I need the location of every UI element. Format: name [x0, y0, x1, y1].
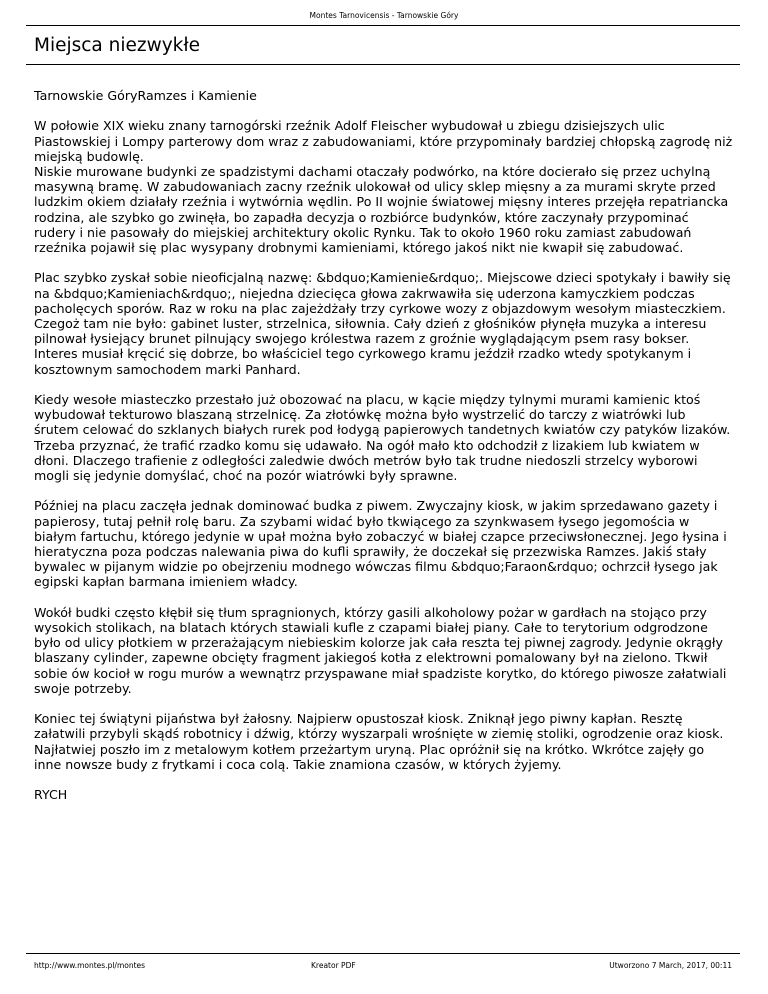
- article-body: [34, 88, 734, 818]
- article-signature: RYCH: [34, 787, 68, 803]
- footer-created-date: Utworzono 7 March, 2017, 00:11: [609, 961, 732, 970]
- article-paragraph: Wokół budki często kłębił się tłum spragnionych, którzy gasili alkoholowy pożar w gardłach na stojąco przy wysokich stolikach, na blatach których stawiali kufle z czapami białej piany. Całe to terytorium odgrodzone było od ulicy płotkiem w przerażającym niebieskim kolorze jak cała reszta tej piwnej zagrody. Jedynie okrągły blaszany cylinder, zapewne obcięty fragment jakiegoś kotła z elektrowni pomalowany był na zielono. Tkwił sobie ów kocioł w rogu murów a wewnątrz przyspawane miał spadziste korytko, do którego piwosze załatwiali swoje potrzeby.: [34, 604, 727, 696]
- article-paragraph: Plac szybko zyskał sobie nieoficjalną nazwę: &bdquo;Kamienie&rdquo;. Miejscowe dzieci spotykały i bawiły się na &bdquo;Kamieniach&rdquo;, niejedna dziecięca głowa zakrwawiła się uderzona kamyczkiem podczas pacholęcych sporów. Raz w roku na plac zajeżdżały trzy cyrkowe wozy z objazdowym wesołym miasteczkiem. Czegoż tam nie było: gabinet luster, strzelnica, siłownia. Cały dzień z głośników płynęła muzyka a interesu pilnował łysiejący brunet pilnujący swojego królestwa razem z groźnie wyglądającym psem rasy bokser. Interes musiał kręcić się dobrze, bo właściciel tego cyrkowego kramu jeździł rzadko wtedy spotykanym i kosztownym samochodem marki Panhard.: [34, 270, 731, 377]
- article-paragraph: Niskie murowane budynki ze spadzistymi dachami otaczały podwórko, na które docierało się przez uchylną masywną bramę. W zabudowaniach zacny rzeźnik ulokował od ulicy sklep mięsny a za murami skryte przed ludzkim okiem działały rzeźnia i wytwórnia wędlin. Po II wojnie światowej mięsny interes przejęła repatriancka rodzina, ale szybko go zwinęła, bo zapadła decyzja o rozbiórce budynków, które zaczynały przypominać rudery i nie pasowały do miejskiej architektury okolic Rynku. Tak to około 1960 roku zamiast zabudowań rzeźnika pojawił się plac wysypany drobnymi kamieniami, którego jakoś nikt nie kwapił się zabudować.: [34, 164, 729, 256]
- title-divider-top: [26, 25, 740, 26]
- footer-divider: [26, 953, 740, 954]
- article-paragraph: Kiedy wesołe miasteczko przestało już obozować na placu, w kącie między tylnymi murami kamienic ktoś wybudował tekturowo blaszaną strzelnicę. Za złotówkę można było wystrzelić do tarczy z wiatrówki lub śrutem celować do szklanych białych rurek pod łodygą papierowych tandetnych kwiatów czy patyków lizaków. Trzeba przyznać, że trafić rzadko komu się udawało. Na ogół mało kto odchodził z lizakiem lub kwiatem w dłoni. Dlaczego trafienie z odległości zaledwie dwóch metrów było tak trudne niedoszli strzelcy wyborowi mogli się jedynie domyślać, choć na pozór wiatrówki były sprawne.: [34, 392, 731, 484]
- title-divider-bottom: [26, 64, 740, 65]
- footer-url: http://www.montes.pl/montes: [34, 961, 146, 970]
- footer-generator: Kreator PDF: [311, 961, 356, 970]
- article-paragraph: Później na placu zaczęła jednak dominować budka z piwem. Zwyczajny kiosk, w jakim sprzedawano gazety i papierosy, tutaj pełnił rolę baru. Za szybami widać było tkwiącego za szynkwasem łysego jegomościa w białym fartuchu, którego jedynie w upał można było zobaczyć w białej czapce przeciwsłonecznej. Jego łysina i hieratyczna poza podczas nalewania piwa do kufli sprawiły, że doczekał się przezwiska Ramzes. Jakiś stały bywalec w pijanym widzie po obejrzeniu modnego wówczas filmu &bdquo;Faraon&rdquo; ochrzcił łysego jak egipski kapłan barmana imieniem władcy.: [34, 498, 727, 590]
- article-subtitle: Tarnowskie GóryRamzes i Kamienie: [34, 88, 257, 103]
- article-paragraph: W połowie XIX wieku znany tarnogórski rzeźnik Adolf Fleischer wybudował u zbiegu dzisiejszych ulic Piastowskiej i Lompy parterowy dom wraz z zabudowaniami, które przypominały bardziej chłopską zagrodę niż miejską budowlę.: [34, 118, 733, 164]
- header-site-title: Montes Tarnovicensis - Tarnowskie Góry: [309, 11, 459, 20]
- article-paragraph: Koniec tej świątyni pijaństwa był żałosny. Najpierw opustoszał kiosk. Zniknął jego piwny kapłan. Resztę załatwili przybyli skądś robotnicy i dźwig, którzy wyszarpali wrośnięte w ziemię stoliki, ogrodzenie oraz kiosk. Najłatwiej poszło im z metalowym kotłem przeżartym uryną. Plac opróżnił się na krótko. Wkrótce zajęły go inne nowsze budy z frytkami i coca colą. Takie znamiona czasów, w których żyjemy.: [34, 711, 724, 772]
- page-title: Miejsca niezwykłe: [34, 35, 201, 56]
